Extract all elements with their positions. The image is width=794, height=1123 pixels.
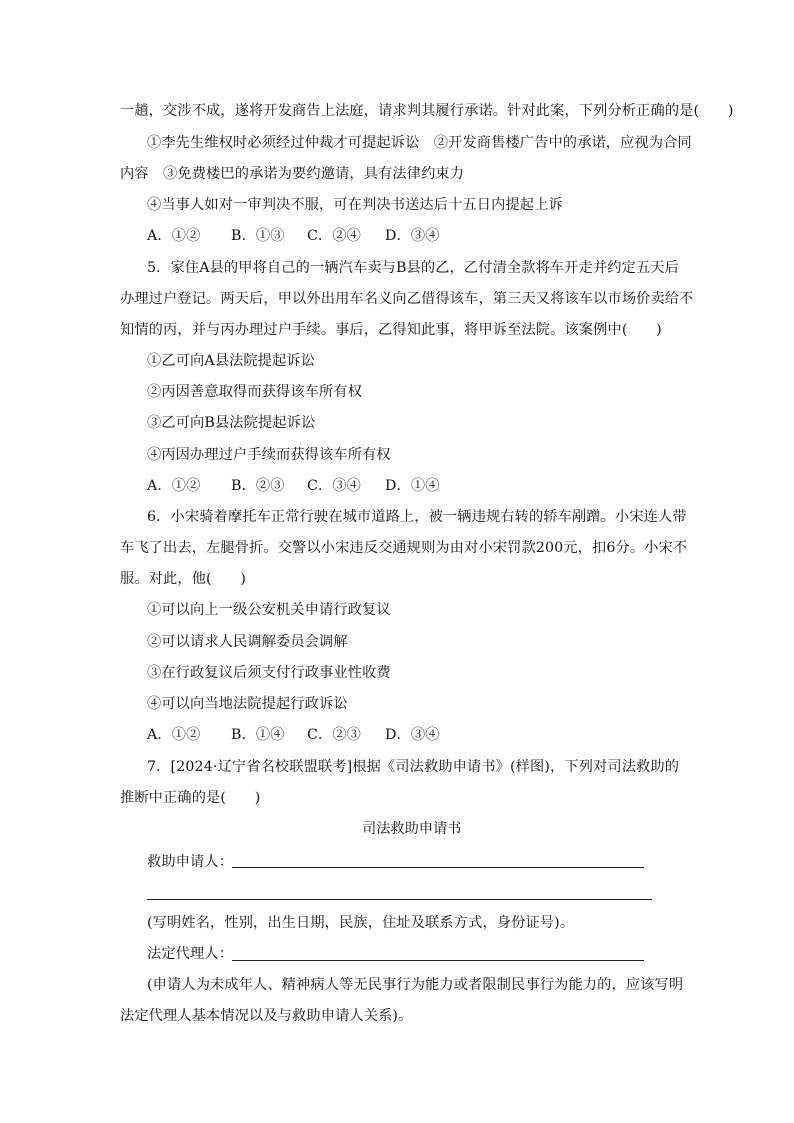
question-4-continuation: 一趟，交涉不成，遂将开发商告上法庭，请求判其履行承诺。针对此案，下列分析正确的是( ) (120, 103, 734, 119)
q6-answer-options (147, 725, 440, 745)
statement-4: ④当事人如对一审判决不服，可在判决书送达后十五日内提起上诉 (147, 197, 563, 213)
option-b: B．①④ (231, 727, 285, 743)
option-c: C．③④ (307, 478, 362, 494)
applicant-blank-line-2 (147, 899, 652, 900)
q6-statement-1: ①可以向上一级公安机关申请行政复议 (147, 602, 391, 618)
option-c: C．②③ (307, 727, 362, 743)
question-5-stem: 5．家住A县的甲将自己的一辆汽车卖与B县的乙，乙付清全款将车开走并约定五天后 (147, 260, 679, 276)
question-6-stem-2: 车飞了出去，左腿骨折。交警以小宋违反交通规则为由对小宋罚款200元，扣6分。小宋不 (120, 540, 688, 556)
agent-note-2: 法定代理人基本情况以及与救助申请人关系)。 (120, 1008, 413, 1024)
applicant-note: (写明姓名，性别，出生日期，民族，住址及联系方式，身份证号)。 (147, 915, 575, 931)
q5-answer-options (147, 476, 440, 496)
q6-statement-2: ②可以请求人民调解委员会调解 (147, 634, 348, 650)
option-a: A．①② (147, 727, 201, 743)
q5-statement-2: ②丙因善意取得而获得该车所有权 (147, 384, 363, 400)
agent-note: (申请人为未成年人、精神病人等无民事行为能力或者限制民事行为能力的，应该写明 (147, 977, 684, 993)
q5-statement-1: ①乙可向A县法院提起诉讼 (147, 353, 316, 369)
agent-label: 法定代理人： (147, 946, 234, 962)
question-5-stem-2: 办理过户登记。两天后，甲以外出用车名义向乙借得该车，第三天又将该车以市场价卖给不 (120, 291, 694, 307)
option-b: B．②③ (231, 478, 285, 494)
applicant-label: 救助申请人： (147, 854, 234, 870)
option-a: A．①② (147, 228, 201, 244)
question-6-stem-3: 服。对此，他( ) (120, 571, 247, 587)
question-6-stem: 6．小宋骑着摩托车正常行驶在城市道路上，被一辆违规右转的轿车剐蹭。小宋连人带 (147, 509, 687, 525)
applicant-blank-line (232, 867, 644, 868)
option-d: D．③④ (385, 727, 440, 743)
question-7-stem-2: 推断中正确的是( ) (120, 790, 261, 806)
q6-statement-3: ③在行政复议后须支付行政事业性收费 (147, 665, 391, 681)
q5-statement-4: ④丙因办理过户手续而获得该车所有权 (147, 447, 391, 463)
q6-statement-4: ④可以向当地法院提起行政诉讼 (147, 696, 348, 712)
option-d: D．③④ (385, 228, 440, 244)
statement-1: ①李先生维权时必须经过仲裁才可提起诉讼 ②开发商售楼广告中的承诺，应视为合同 (147, 135, 692, 151)
option-b: B．①③ (231, 228, 285, 244)
agent-blank-line (232, 960, 644, 961)
statement-1-cont: 内容 ③免费楼巴的承诺为要约邀请，具有法律约束力 (120, 166, 465, 182)
question-7-stem: 7．[2024·辽宁省名校联盟联考]根据《司法救助申请书》(样图)，下列对司法救助的 (147, 759, 680, 775)
form-title: 司法救助申请书 (362, 821, 462, 837)
answer-options (147, 226, 440, 246)
question-5-stem-3: 知情的丙，并与丙办理过户手续。事后，乙得知此事，将甲诉至法院。该案例中( ) (120, 322, 662, 338)
option-c: C．②④ (307, 228, 362, 244)
option-a: A．①② (147, 478, 201, 494)
q5-statement-3: ③乙可向B县法院提起诉讼 (147, 415, 316, 431)
option-d: D．①④ (385, 478, 440, 494)
